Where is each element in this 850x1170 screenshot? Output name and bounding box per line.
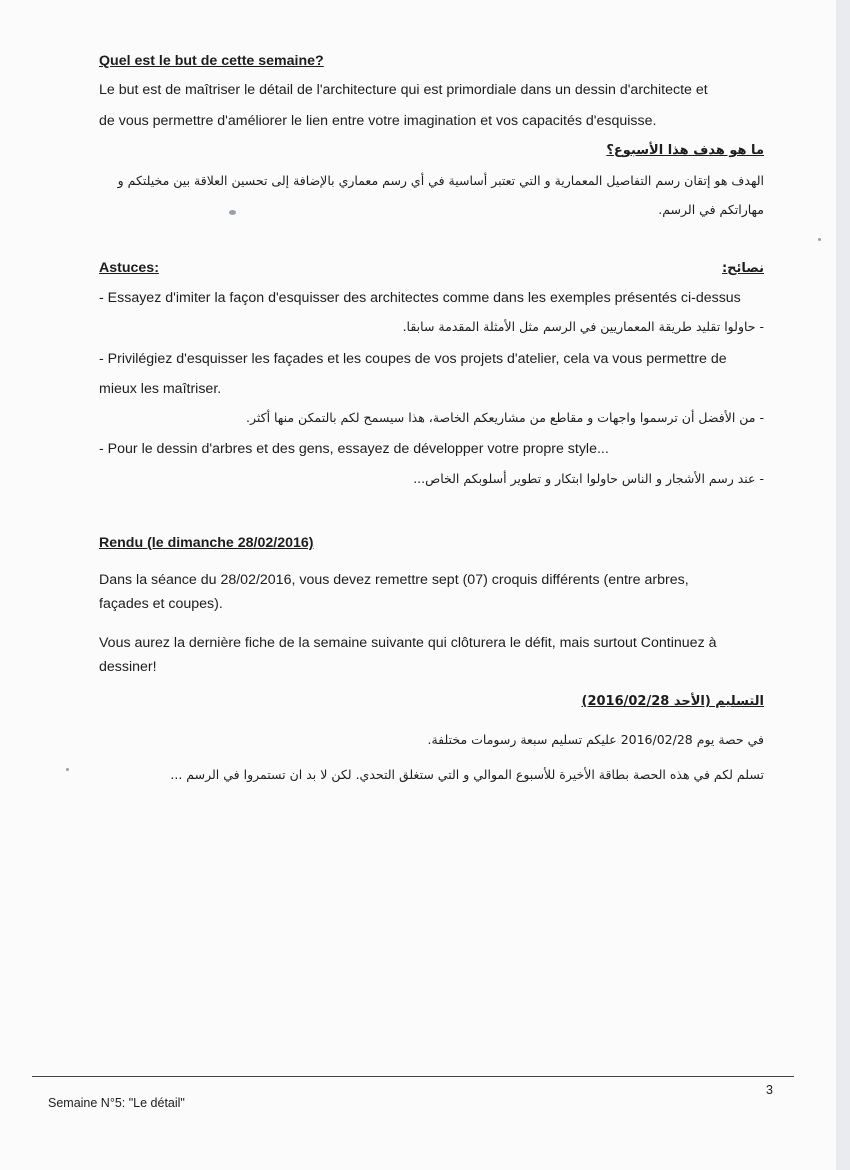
rendu-ar-line2: تسلم لكم في هذه الحصة بطاقة الأخيرة للأسبوع الموالي و التي ستغلق التحدي. لكن لا بد ان تستمروا في الرسم ... <box>170 767 764 782</box>
tip-2-fr-line1: - Privilégiez d'esquisser les façades et les coupes de vos projets d'atelier, cela va vous permettre de <box>99 351 727 367</box>
scan-speck <box>66 768 69 771</box>
rendu-para1-line1: Dans la séance du 28/02/2016, vous devez remettre sept (07) croquis différents (entre arbres, <box>99 572 689 588</box>
tip-3-fr: - Pour le dessin d'arbres et des gens, essayez de développer votre propre style... <box>99 441 609 457</box>
heading-rendu-ar: التسليم (الأحد 2016/02/28) <box>581 694 764 709</box>
rendu-para2-line2: dessiner! <box>99 659 157 675</box>
heading-goal-ar: ما هو هدف هذا الأسبوع؟ <box>606 143 764 158</box>
footer-divider <box>32 1076 794 1077</box>
heading-tips-ar: نصائح: <box>721 261 764 276</box>
goal-text-ar-line2: مهاراتكم في الرسم. <box>658 202 764 217</box>
page-number: 3 <box>766 1083 773 1097</box>
goal-text-fr-line2: de vous permettre d'améliorer le lien entre votre imagination et vos capacités d'esquisse. <box>99 113 657 129</box>
goal-text-ar-line1: الهدف هو إتقان رسم التفاصيل المعمارية و التي تعتبر أساسية في أي رسم معماري بالإضافة إلى تحسين العلاقة بين مخيلتكم و <box>117 173 764 188</box>
rendu-para2-line1: Vous aurez la dernière fiche de la semaine suivante qui clôturera le défit, mais surtout Continuez à <box>99 635 717 651</box>
heading-goal-fr: Quel est le but de cette semaine? <box>99 53 324 69</box>
tip-1-fr: - Essayez d'imiter la façon d'esquisser des architectes comme dans les exemples présentés ci-dessus <box>99 290 741 306</box>
tip-2-fr-line2: mieux les maîtriser. <box>99 381 222 397</box>
tip-2-ar: - من الأفضل أن ترسموا واجهات و مقاطع من مشاريعكم الخاصة، هذا سيسمح لكم بالتمكن منها أكثر. <box>246 410 764 425</box>
rendu-ar-line1: في حصة يوم 2016/02/28 عليكم تسليم سبعة رسومات مختلفة. <box>427 732 764 747</box>
heading-rendu-fr: Rendu (le dimanche 28/02/2016) <box>99 535 314 551</box>
scan-speck <box>818 238 821 241</box>
scan-edge <box>836 0 850 1170</box>
goal-text-fr-line1: Le but est de maîtriser le détail de l'architecture qui est primordiale dans un dessin d'architecte et <box>99 82 708 98</box>
scan-speck <box>229 210 236 215</box>
footer-label: Semaine N°5: "Le détail" <box>48 1096 185 1110</box>
tip-1-ar: - حاولوا تقليد طريقة المعماريين في الرسم مثل الأمثلة المقدمة سابقا. <box>402 319 764 334</box>
tip-3-ar: - عند رسم الأشجار و الناس حاولوا ابتكار و تطوير أسلوبكم الخاص... <box>413 471 764 486</box>
rendu-para1-line2: façades et coupes). <box>99 596 223 612</box>
heading-tips-fr: Astuces: <box>99 260 159 276</box>
